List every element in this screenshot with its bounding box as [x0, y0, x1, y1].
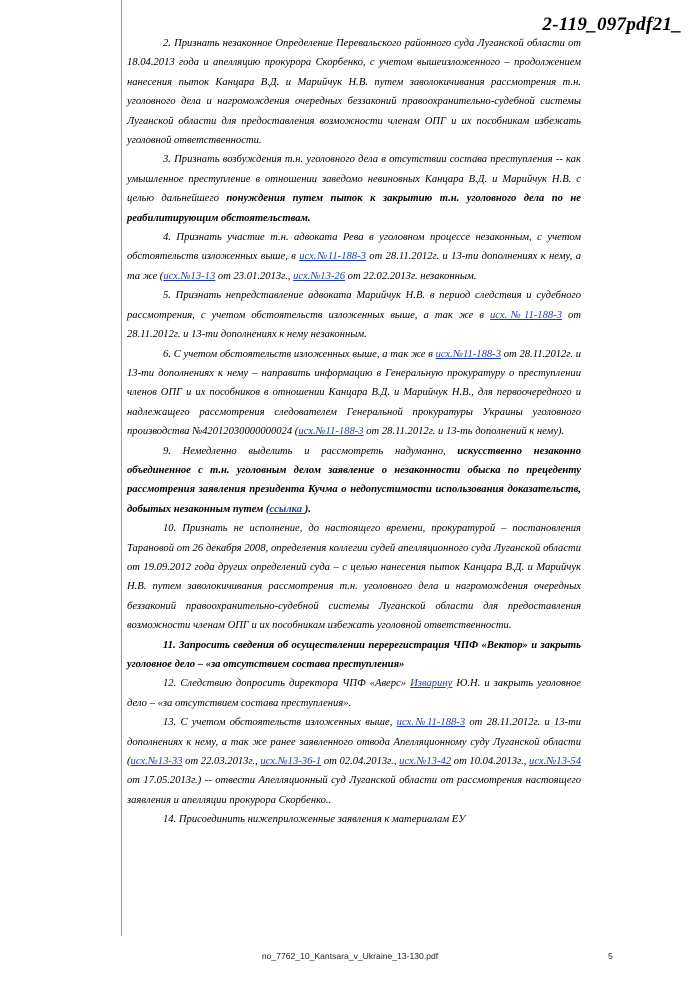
reference-link[interactable]: исх.№13-54: [529, 756, 581, 768]
reference-link[interactable]: исх.№13-36-1: [260, 756, 322, 768]
bold-text: 11. Запросить сведения об осуществлении перерегистрация ЧПФ «Вектор» и закрыть уголовное дело – «за отсутствием состава преступления»: [127, 639, 581, 670]
reference-link[interactable]: Изварину: [410, 678, 453, 690]
document-body: [127, 34, 581, 830]
reference-link[interactable]: исх.№11-188-3: [396, 717, 466, 729]
reference-link[interactable]: исх.№13-33: [130, 756, 183, 768]
text-run: от 22.02.2013г. незаконным.: [345, 270, 477, 282]
text-run: 9. Немедленно выделить и рассмотреть надуманно,: [163, 445, 458, 457]
paragraph: [127, 519, 581, 635]
paragraph: [127, 286, 581, 344]
paragraph: [127, 674, 581, 713]
reference-link[interactable]: исх.№11-188-3: [489, 309, 563, 321]
paragraph: [127, 713, 581, 810]
page-number: 5: [608, 951, 613, 961]
text-run: 13. С учетом обстоятельств изложенных выше,: [163, 717, 397, 729]
text-run: от 10.04.2013г.,: [451, 756, 530, 768]
reference-link[interactable]: исх.№11-188-3: [298, 426, 364, 438]
reference-link[interactable]: исх.№13-26: [293, 270, 346, 282]
text-run: 6. С учетом обстоятельств изложенных выше, а так же в: [163, 348, 436, 360]
reference-link[interactable]: исх.№13-42: [399, 756, 452, 768]
reference-link[interactable]: исх.№11-188-3: [299, 251, 366, 263]
bold-text: понуждения путем пыток к закрытию т.н. уголовного дела по не реабилитирующим обстоятельствам.: [127, 193, 581, 224]
text-run: от 28.11.2012г. и 13-ти дополнениях к нему незаконным.: [127, 309, 581, 341]
text-run: 14. Присоединить нижеприложенные заявления к материалам ЕУ: [163, 814, 466, 826]
document-code-stamp: 2-119_097pdf21_: [542, 14, 682, 35]
text-run: от 28.11.2012г. и 13-ти дополнениях к нему – направить информацию в Генеральную прокуратуру о преступлении членов ОПГ и их пособников в отношении Канцара В.Д. и Марийчук Н.В., для первоочередного и надлежащего рассмотрения следователем Генеральной прокуратуры Украины уголовного производства №42012030000000024 (: [127, 348, 582, 438]
reference-link[interactable]: исх.№11-188-3: [435, 348, 502, 360]
text-run: от 28.11.2012г. и 13-ти дополнениях к нему, а та же (: [127, 251, 581, 282]
text-run: 4. Признать участие т.н. адвоката Рева в уголовном процессе незаконным, с учетом обстоятельств изложенных выше, в: [127, 232, 581, 263]
reference-link[interactable]: исх.№13-13: [163, 270, 216, 282]
paragraph: [127, 442, 581, 520]
margin-line: [121, 0, 122, 936]
text-run: 10. Признать не исполнение, до настоящего времени, прокуратурой – постановления Тарановой от 26 декабря 2008, определения коллегии судей апелляционного суда Луганской области от 19.09.2012 года других определений суда – с целью нанесения пыток Канцара В.Д. и Марийчук Н.В. путем заволокичивания рассмотрения т.н. уголовного дела и нагромождения очередных беззаконий правоохранительно-судебной системы Луганской области для предоставления возможности членам ОПГ и их пособникам избежать уголовной ответственности.: [127, 523, 581, 632]
footer-filename: no_7762_10_Kantsara_v_Ukraine_13-130.pdf: [261, 951, 439, 961]
paragraph: [127, 636, 581, 675]
paragraph: [127, 345, 581, 442]
text-run: 12. Следствию допросить директора ЧПФ «Аверс»: [163, 678, 411, 690]
reference-link[interactable]: ссылка: [269, 503, 305, 515]
text-run: от 17.05.2013г.) -- отвести Апелляционный суд Луганской области от рассмотрения настоящего заявления и апелляции прокурора Скорбенко..: [127, 775, 581, 806]
text-run: от 22.03.2013г.,: [182, 756, 261, 768]
text-run: 3. Признать возбуждения т.н. уголовного дела в отсутствии состава преступления -- как умышленное преступление в отношении заведомо невиновных Канцара В.Д. и Марийчук Н.В. с целью дальнейшего: [127, 154, 581, 205]
paragraph: [127, 228, 581, 286]
text-run: от 28.11.2012г. и 13-ть дополнений к нему).: [363, 426, 565, 438]
paragraph: [127, 810, 581, 829]
text-run: от 28.11.2012г. и 13-ти дополнениях к нему, а так же ранее заявленного отвода Апелляционному суду Луганской области (: [127, 717, 582, 768]
bold-text: ).: [304, 503, 311, 515]
text-run: 5. Признать непредставление адвоката Марийчук Н.В. в период следствия и судебного рассмотрения, с учетом обстоятельств изложенных выше, а так же в: [127, 290, 581, 321]
text-run: от 02.04.2013г.,: [321, 756, 400, 768]
text-run: 2. Признать незаконное Определение Перевальского районного суда Луганской области от 18.04.2013 года и апелляцию прокурора Скорбенко, с учетом вышеизложенного – продолжением нанесения пыток Канцара В.Д. и Марийчук Н.В. путем заволокичивания рассмотрения т.н. уголовного дела и нагромождения очередных беззаконий правоохранительно-судебной системы Луганской области для предоставления возможности членам ОПГ и их пособникам избежать уголовной ответственности.: [127, 38, 581, 147]
bold-text: искусственно незаконно объединенное с т.н. уголовным делом заявление о незаконности обыска по прецеденту рассмотрения заявления президента Кучма о недопустимости использования доказательств, добытых незаконным путем (: [127, 445, 581, 515]
text-run: от 23.01.2013г.,: [215, 270, 294, 282]
paragraph: [127, 150, 581, 228]
paragraph: [127, 34, 581, 150]
text-run: Ю.Н. и закрыть уголовное дело – «за отсутствием состава преступления».: [127, 678, 581, 709]
